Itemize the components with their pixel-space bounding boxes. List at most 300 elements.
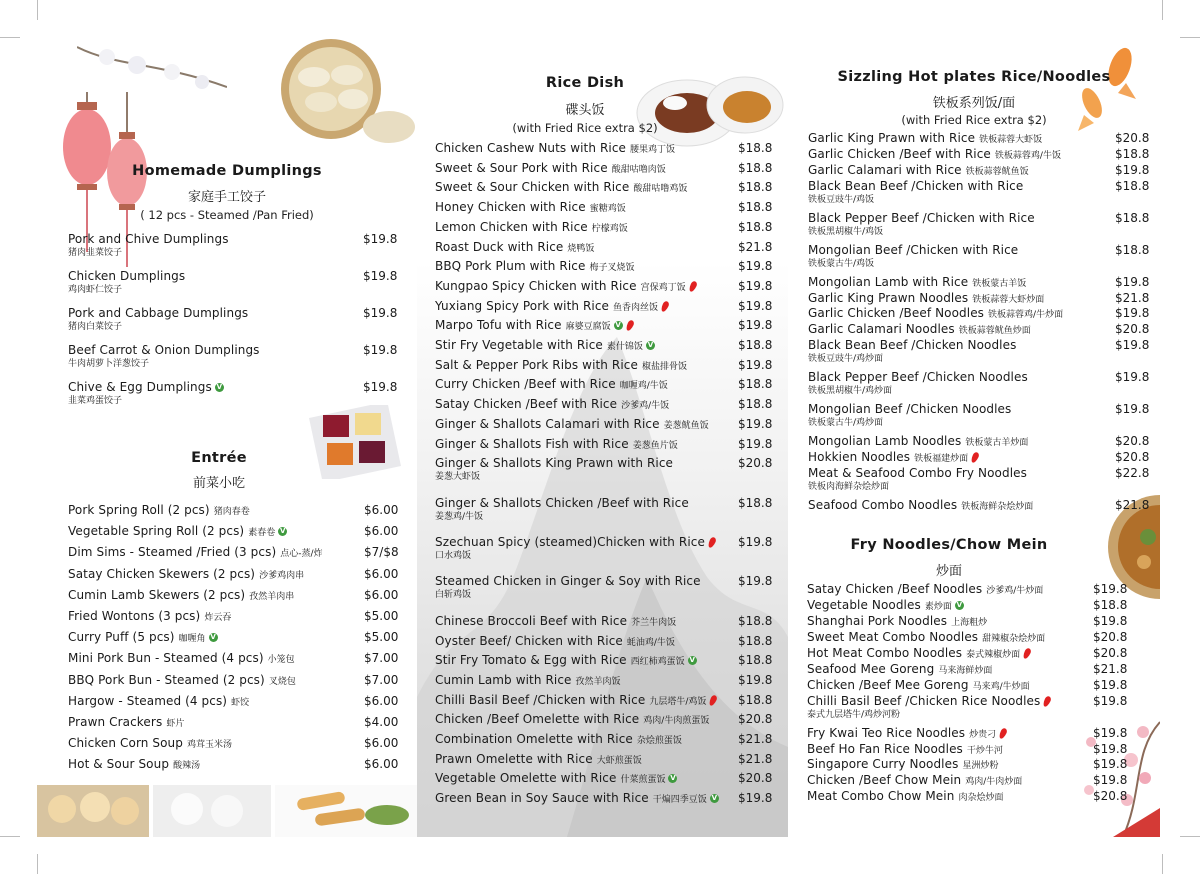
menu-item-price: $6.00 (364, 736, 399, 751)
menu-item-name: Kungpao Spicy Chicken with Rice (435, 278, 637, 293)
menu-item-name: Chicken Cashew Nuts with Rice (435, 141, 627, 155)
menu-item-name: Roast Duck with Rice (435, 239, 564, 254)
crop-mark (1180, 37, 1200, 38)
menu-item-name: Black Pepper Beef /Chicken with Rice (808, 210, 1035, 225)
menu-item-name: Prawn Crackers (68, 715, 163, 729)
rice-dish-heading: Rice Dish (545, 75, 625, 91)
menu-item-name-cn: 干炒牛河 (966, 745, 1003, 756)
menu-item-price: $19.8 (738, 298, 773, 313)
menu-item-name: Garlic Calamari with Rice (808, 162, 962, 177)
menu-item-name-cn: 铁板黑胡椒牛/鸡炒面 (808, 386, 893, 397)
menu-item-name: Vegetable Omelette with Rice (435, 771, 617, 786)
menu-item-name: Satay Chicken /Beef with Rice (435, 397, 618, 412)
menu-item-name-cn: 沙爹鸡/牛炒面 (986, 586, 1044, 596)
menu-item (435, 456, 785, 483)
menu-item (68, 503, 398, 519)
menu-item (807, 726, 1147, 742)
menu-item (435, 771, 785, 787)
menu-item-price: $18.8 (738, 633, 773, 648)
vegetarian-icon: V (711, 794, 717, 803)
menu-item (807, 614, 1147, 630)
menu-item (435, 377, 785, 393)
menu-item-name-cn: 麻婆豆腐饭 (565, 322, 611, 333)
menu-item-name: Mini Pork Bun - Steamed (4 pcs) (68, 651, 264, 666)
menu-item-name-cn: 酸甜咕噜鸡饭 (633, 184, 688, 195)
menu-item-name-cn: 孜然羊肉串 (249, 591, 295, 602)
vegetarian-icon: V (689, 656, 695, 665)
menu-item-name-cn: 铁板蒜蓉大虾炒面 (972, 294, 1045, 305)
menu-item-name-cn: 腰果鸡丁饭 (630, 145, 676, 155)
menu-item-price: $19.8 (738, 791, 773, 806)
menu-item-price: $19.8 (738, 672, 773, 687)
menu-item-name-cn: 韭菜鸡蛋饺子 (68, 396, 123, 406)
menu-item-name-cn: 铁板蒙古牛/鸡炒面 (808, 418, 884, 429)
sizzling-note: (with Fried Rice extra $2) (901, 113, 1047, 127)
menu-item (68, 694, 398, 710)
menu-item-name-cn: 铁板蒙古羊饭 (972, 278, 1027, 289)
menu-item (435, 200, 785, 216)
dumplings-heading: Homemade Dumplings (132, 163, 322, 179)
menu-item-name: Sweet Meat Combo Noodles (807, 629, 979, 644)
menu-item (68, 651, 398, 667)
menu-item-name-cn: 沙爹鸡/牛饭 (621, 401, 670, 412)
menu-item-price: $20.8 (1115, 131, 1150, 145)
menu-item (68, 343, 398, 370)
menu-item-price: $18.8 (738, 141, 773, 155)
chili-icon (660, 300, 670, 313)
menu-item-name-cn: 咖喱鸡/牛饭 (619, 381, 668, 392)
menu-item-name: Chicken Dumplings (68, 269, 186, 283)
menu-item-price: $19.8 (738, 278, 773, 293)
crop-mark (1162, 0, 1163, 20)
menu-item-price: $19.8 (738, 416, 773, 431)
menu-item-name-cn: 宫保鸡丁饭 (640, 282, 686, 293)
menu-item (435, 259, 785, 275)
menu-item (68, 567, 398, 583)
menu-item (808, 322, 1153, 338)
menu-item-name-cn: 柠檬鸡饭 (591, 223, 628, 234)
menu-item-name: Garlic Chicken /Beef Noodles (808, 306, 985, 321)
menu-item-price: $5.00 (364, 609, 399, 623)
menu-item-name: Sweet & Sour Pork with Rice (435, 160, 608, 175)
menu-item-name: Mongolian Lamb Noodles (808, 434, 962, 449)
menu-item-name-cn: 炸云吞 (204, 613, 232, 623)
menu-item-name: Singapore Curry Noodles (807, 757, 959, 772)
menu-item (435, 318, 785, 334)
menu-item-name-cn: 素春卷 (248, 528, 276, 539)
menu-item (807, 582, 1147, 598)
menu-item-name-cn: 蚝油鸡/牛饭 (626, 637, 675, 648)
menu-item-name: Chive & Egg Dumplings (68, 380, 212, 394)
menu-item-name: Vegetable Noodles (807, 597, 921, 612)
menu-item-price: $21.8 (738, 732, 773, 746)
menu-item-name-cn: 猪肉韭菜饺子 (68, 248, 123, 258)
menu-item (435, 791, 785, 807)
menu-item-price: $7.00 (364, 672, 399, 687)
menu-item-name-cn: 梅子叉烧饭 (589, 263, 635, 274)
menu-item (435, 240, 785, 256)
menu-item-name: Sweet & Sour Chicken with Rice (435, 180, 630, 195)
menu-item (68, 545, 398, 561)
menu-item-price: $18.8 (1115, 178, 1150, 193)
menu-item-price: $19.8 (738, 357, 773, 372)
menu-item-name-cn: 沙爹鸡肉串 (259, 570, 305, 581)
menu-item-name: Black Pepper Beef /Chicken Noodles (808, 370, 1028, 385)
menu-item-name-cn: 铁板蒜蓉鱿鱼饭 (965, 166, 1029, 177)
menu-item (435, 732, 785, 748)
dim-sum-photo (37, 785, 417, 837)
menu-item-price: $19.8 (1093, 725, 1128, 740)
menu-item-price: $18.8 (738, 338, 773, 352)
menu-item-name-cn: 铁板蒙古牛/鸡饭 (808, 258, 875, 269)
menu-item (807, 598, 1147, 614)
menu-item-name-cn: 姜葱鱼片饭 (632, 440, 678, 451)
menu-item-name-cn: 姜葱大虾饭 (435, 472, 481, 483)
menu-item (808, 306, 1153, 322)
dumplings-heading-cn: 家庭手工饺子 (187, 190, 266, 205)
menu-item-name: Satay Chicken /Beef Noodles (807, 582, 983, 596)
menu-item-name-cn: 泰式九层塔牛/鸡炒河粉 (807, 709, 901, 720)
vegetarian-icon: V (956, 600, 963, 609)
menu-item-name: Cumin Lamb Skewers (2 pcs) (68, 587, 246, 602)
menu-item-name-cn: 泰式辣椒炒面 (966, 649, 1021, 660)
menu-item-name: Salt & Pepper Pork Ribs with Rice (435, 357, 638, 372)
menu-item-name: Hot & Sour Soup (68, 757, 170, 772)
menu-item-name-cn: 肉杂烩炒面 (958, 793, 1004, 804)
menu-item-price: $20.8 (1093, 645, 1128, 660)
menu-item (435, 614, 785, 630)
menu-item-price: $18.8 (738, 495, 773, 510)
menu-item-name: BBQ Pork Plum with Rice (435, 259, 586, 274)
menu-item-price: $21.8 (1115, 290, 1150, 305)
menu-item-name-cn: 酸甜咕噜肉饭 (611, 164, 666, 175)
menu-item-price: $19.8 (1115, 162, 1150, 177)
menu-item-name: Green Bean in Soy Sauce with Rice (435, 791, 649, 806)
chili-icon (1042, 695, 1052, 708)
menu-item-price: $21.8 (1093, 661, 1128, 676)
menu-item (435, 574, 785, 601)
menu-item-name-cn: 九层塔牛/鸡饭 (649, 696, 707, 707)
menu-item-name-cn: 小笼包 (267, 655, 295, 666)
menu-item (435, 358, 785, 374)
menu-item-price: $19.8 (363, 343, 398, 357)
menu-item-name-cn: 鸡茸玉米汤 (187, 740, 233, 751)
menu-item-name-cn: 铁板福建炒面 (914, 454, 969, 464)
menu-item-name: Garlic King Prawn Noodles (808, 290, 969, 305)
menu-item (808, 450, 1153, 466)
menu-item-price: $19.8 (1115, 338, 1150, 353)
menu-item-name-cn: 酸辣汤 (173, 761, 201, 772)
menu-item-name: Ginger & Shallots Fish with Rice (435, 436, 629, 451)
menu-item-name: Pork and Chive Dumplings (68, 232, 229, 246)
menu-item (435, 279, 785, 295)
menu-item-price: $19.8 (738, 259, 773, 274)
menu-item (68, 715, 398, 731)
menu-item-name-cn: 铁板黑胡椒牛/鸡饭 (808, 226, 884, 237)
chili-icon (707, 536, 717, 549)
menu-item-name: Chinese Broccoli Beef with Rice (435, 613, 628, 628)
menu-item-name-cn: 铁板蒜蓉大虾饭 (979, 135, 1043, 145)
menu-item-price: $18.8 (1115, 146, 1150, 161)
menu-item-price: $20.8 (1115, 322, 1150, 337)
menu-item-name-cn: 铁板肉海鲜杂烩炒面 (808, 481, 890, 492)
menu-item-name: Honey Chicken with Rice (435, 200, 586, 215)
menu-item-name-cn: 椒盐排骨饭 (641, 361, 687, 372)
menu-item-name: Combination Omelette with Rice (435, 732, 633, 746)
menu-item-name: Hargow - Steamed (4 pcs) (68, 693, 228, 708)
menu-item-name: Hokkien Noodles (808, 450, 911, 464)
menu-item-name-cn: 马来鸡/牛炒面 (972, 681, 1030, 692)
menu-item-name: Stir Fry Vegetable with Rice (435, 338, 603, 352)
menu-item (807, 662, 1147, 678)
menu-item-price: $19.8 (1093, 741, 1128, 756)
menu-item-name-cn: 素炒面 (924, 601, 952, 612)
menu-item-price: $19.8 (1093, 677, 1128, 692)
menu-item-price: $20.8 (738, 712, 773, 727)
menu-item-name-cn: 大虾煎蛋饭 (596, 755, 642, 766)
menu-item (435, 693, 785, 709)
menu-item-price: $18.8 (1115, 242, 1150, 257)
menu-item-name-cn: 马来海鲜炒面 (938, 665, 993, 676)
menu-item-price: $20.8 (1093, 789, 1128, 804)
chili-icon (1022, 647, 1032, 660)
menu-item (808, 147, 1153, 163)
menu-item-name: Beef Carrot & Onion Dumplings (68, 343, 260, 357)
menu-item (807, 646, 1147, 662)
menu-item-price: $21.8 (738, 751, 773, 766)
menu-item-price: $6.00 (364, 503, 399, 517)
menu-item (808, 466, 1153, 493)
menu-item-price: $19.8 (738, 436, 773, 451)
dumpling-steamer-photo (269, 37, 417, 152)
menu-item-name-cn: 烧鸭饭 (567, 243, 595, 254)
menu-item-name: Stir Fry Tomato & Egg with Rice (435, 653, 627, 668)
menu-item (68, 736, 398, 752)
chili-icon (998, 727, 1008, 740)
menu-item-name-cn: 铁板蒜蓉鸡/牛饭 (994, 150, 1061, 161)
menu-item-name: Marpo Tofu with Rice (435, 318, 562, 333)
menu-item-price: $19.8 (1093, 613, 1128, 628)
menu-item-name: Chicken /Beef Mee Goreng (807, 677, 969, 692)
menu-item-name: Ginger & Shallots Calamari with Rice (435, 416, 660, 431)
menu-item-price: $19.8 (363, 306, 398, 320)
menu-item-price: $22.8 (1115, 465, 1150, 480)
menu-item-name: Black Bean Beef /Chicken with Rice (808, 178, 1024, 193)
menu-item (435, 220, 785, 236)
menu-item-name-cn: 干煸四季豆饭 (652, 795, 707, 806)
menu-item-name: Chicken /Beef Omelette with Rice (435, 712, 640, 727)
menu-item-name: Curry Chicken /Beef with Rice (435, 377, 616, 392)
menu-item (68, 232, 398, 259)
vegetarian-icon: V (280, 527, 286, 536)
menu-item-name-cn: 叉烧包 (268, 676, 296, 687)
menu-item-price: $19.8 (1093, 773, 1128, 788)
menu-item (807, 742, 1147, 758)
menu-item-price: $19.8 (1093, 693, 1128, 708)
dumplings-note: ( 12 pcs - Steamed /Pan Fried) (140, 208, 314, 222)
menu-item (808, 338, 1153, 365)
vegetarian-icon: V (615, 321, 621, 330)
menu-item-name-cn: 上海粗炒 (951, 617, 988, 628)
menu-item-price: $19.8 (1115, 370, 1150, 385)
menu-item (807, 789, 1147, 805)
menu-item-name: Mongolian Beef /Chicken Noodles (808, 402, 1012, 417)
menu-item-name-cn: 铁板豆豉牛/鸡饭 (808, 194, 875, 205)
menu-item-price: $18.8 (738, 613, 773, 628)
menu-item (807, 630, 1147, 646)
menu-item-price: $18.8 (738, 692, 773, 707)
menu-item (435, 712, 785, 728)
menu-item (435, 397, 785, 413)
crop-mark (0, 37, 20, 38)
menu-item-price: $19.8 (363, 269, 398, 283)
menu-item-name-cn: 孜然羊肉饭 (575, 676, 621, 687)
menu-item-name: Satay Chicken Skewers (2 pcs) (68, 566, 256, 581)
menu-item-price: $19.8 (738, 535, 773, 549)
menu-item-name-cn: 口水鸡饭 (435, 551, 472, 561)
menu-item-name: Yuxiang Spicy Pork with Rice (435, 298, 610, 313)
menu-item-name: Garlic King Prawn with Rice (808, 131, 976, 145)
crop-mark (37, 854, 38, 874)
menu-item-price: $19.8 (1115, 402, 1150, 417)
menu-item (435, 752, 785, 768)
menu-item-price: $6.00 (364, 693, 399, 708)
menu-item-price: $19.8 (363, 232, 398, 246)
menu-item (808, 434, 1153, 450)
menu-item-name-cn: 虾片 (166, 719, 185, 729)
menu-item (435, 338, 785, 354)
menu-item-name: Mongolian Beef /Chicken with Rice (808, 242, 1019, 257)
crop-mark (1162, 854, 1163, 874)
rice-dish-heading-cn: 碟头饭 (565, 103, 605, 118)
menu-item (435, 161, 785, 177)
menu-item (68, 306, 398, 333)
menu-item-name: Ginger & Shallots King Prawn with Rice (435, 456, 674, 471)
menu-item-name: Pork Spring Roll (2 pcs) (68, 503, 210, 517)
menu-item-name: Vegetable Spring Roll (2 pcs) (68, 524, 245, 539)
menu-item-name-cn: 蜜糖鸡饭 (589, 204, 626, 215)
menu-item-name: Shanghai Pork Noodles (807, 613, 948, 628)
menu-item-name-cn: 鸡肉虾仁饺子 (68, 285, 123, 295)
menu-item-name: Garlic Calamari Noodles (808, 322, 955, 337)
menu-item-name-cn: 猪肉春卷 (213, 507, 250, 517)
menu-item-name: Oyster Beef/ Chicken with Rice (435, 633, 623, 648)
menu-item-name-cn: 炒贵刁 (969, 729, 997, 740)
menu-item (68, 380, 398, 407)
panel-dumplings-entree (37, 37, 417, 837)
menu-item-name-cn: 西红柿鸡蛋饭 (630, 657, 685, 668)
menu-item-name-cn: 白斩鸡饭 (435, 590, 472, 601)
fry-noodles-heading: Fry Noodles/Chow Mein (850, 537, 1048, 553)
menu-item (435, 417, 785, 433)
menu-item-name-cn: 鱼香肉丝饭 (613, 302, 659, 313)
menu-item-price: $18.8 (1115, 210, 1150, 225)
menu-item-name: Garlic Chicken /Beef with Rice (808, 146, 991, 161)
menu-item-price: $7.00 (364, 651, 399, 666)
menu-item-name: Mongolian Lamb with Rice (808, 274, 969, 289)
menu-item-name-cn: 芥兰牛肉饭 (631, 617, 677, 628)
menu-item (808, 498, 1153, 514)
menu-item-price: $18.8 (738, 397, 773, 412)
menu-item (808, 370, 1153, 397)
menu-item-name-cn: 素什锦饭 (606, 342, 643, 352)
menu-item-price: $19.8 (1093, 582, 1128, 596)
menu-item-name: Black Bean Beef /Chicken Noodles (808, 338, 1017, 353)
menu-item-price: $21.8 (1115, 497, 1150, 512)
menu-item-name-cn: 猪肉白菜饺子 (68, 322, 123, 332)
menu-item-price: $6.00 (364, 566, 399, 581)
menu-item (807, 757, 1147, 773)
menu-item-price: $21.8 (738, 239, 773, 254)
sizzling-heading: Sizzling Hot plates Rice/Noodles (837, 69, 1111, 85)
menu-item (807, 773, 1147, 789)
crop-mark (37, 0, 38, 20)
menu-item-price: $6.00 (364, 757, 399, 772)
menu-item-name: Lemon Chicken with Rice (435, 219, 588, 234)
menu-item-price: $6.00 (364, 587, 399, 602)
menu-item-name-cn: 虾饺 (231, 697, 250, 708)
menu-item (68, 673, 398, 689)
menu-item (68, 269, 398, 296)
menu-item-name: Fry Kwai Teo Rice Noodles (807, 725, 966, 740)
sauce-dishes-photo (309, 405, 401, 479)
menu-item-price: $19.8 (1115, 306, 1150, 321)
menu-item-name-cn: 鸡肉/牛肉煎蛋饭 (643, 716, 710, 727)
menu-item (435, 653, 785, 669)
menu-item-name: Chicken /Beef Chow Mein (807, 773, 962, 788)
menu-item-price: $18.8 (738, 200, 773, 215)
menu-item-price: $20.8 (738, 771, 773, 786)
menu-item-name: Ginger & Shallots Chicken /Beef with Rice (435, 495, 689, 510)
menu-item-price: $18.8 (738, 160, 773, 175)
menu-item (808, 291, 1153, 307)
menu-item (435, 634, 785, 650)
menu-item-price: $20.8 (1115, 450, 1150, 464)
menu-item-name-cn: 什菜煎蛋饭 (620, 775, 666, 786)
entree-heading-cn: 前菜小吃 (192, 476, 245, 491)
menu-item-price: $6.00 (364, 524, 399, 539)
menu-item-name: Chilli Basil Beef /Chicken with Rice (435, 692, 646, 707)
menu-item (435, 437, 785, 453)
menu-item-price: $18.8 (738, 219, 773, 234)
menu-item-name: Curry Puff (5 pcs) (68, 630, 175, 645)
menu-item (807, 694, 1147, 721)
fry-noodles-heading-cn: 炒面 (935, 564, 962, 579)
chili-icon (970, 451, 980, 464)
menu-item (435, 299, 785, 315)
menu-item-name-cn: 姜葱鸡/牛饭 (435, 511, 484, 522)
menu-item-name-cn: 铁板蒜蓉鸡/牛炒面 (988, 310, 1064, 321)
menu-item-price: $19.8 (738, 574, 773, 589)
menu-item (435, 496, 785, 523)
menu-item-name-cn: 鸡肉/牛肉炒面 (965, 777, 1023, 788)
menu-item-name: Steamed Chicken in Ginger & Soy with Rice (435, 574, 701, 589)
entree-heading: Entrée (191, 450, 247, 466)
vegetarian-icon: V (210, 633, 216, 642)
menu-item-name: Szechuan Spicy (steamed)Chicken with Rice (435, 535, 705, 549)
panel-rice-dish (417, 37, 788, 837)
menu-item-name-cn: 铁板蒙古羊炒面 (965, 438, 1029, 449)
menu-item-price: $19.8 (1093, 757, 1128, 772)
menu-item (808, 131, 1153, 147)
menu-item-name-cn: 杂烩煎蛋饭 (636, 736, 682, 746)
vegetarian-icon: V (216, 383, 223, 391)
crop-mark (1180, 836, 1200, 837)
menu-item (808, 211, 1153, 238)
menu-item-price: $18.8 (738, 180, 773, 195)
crop-mark (0, 836, 20, 837)
menu-item (808, 402, 1153, 429)
